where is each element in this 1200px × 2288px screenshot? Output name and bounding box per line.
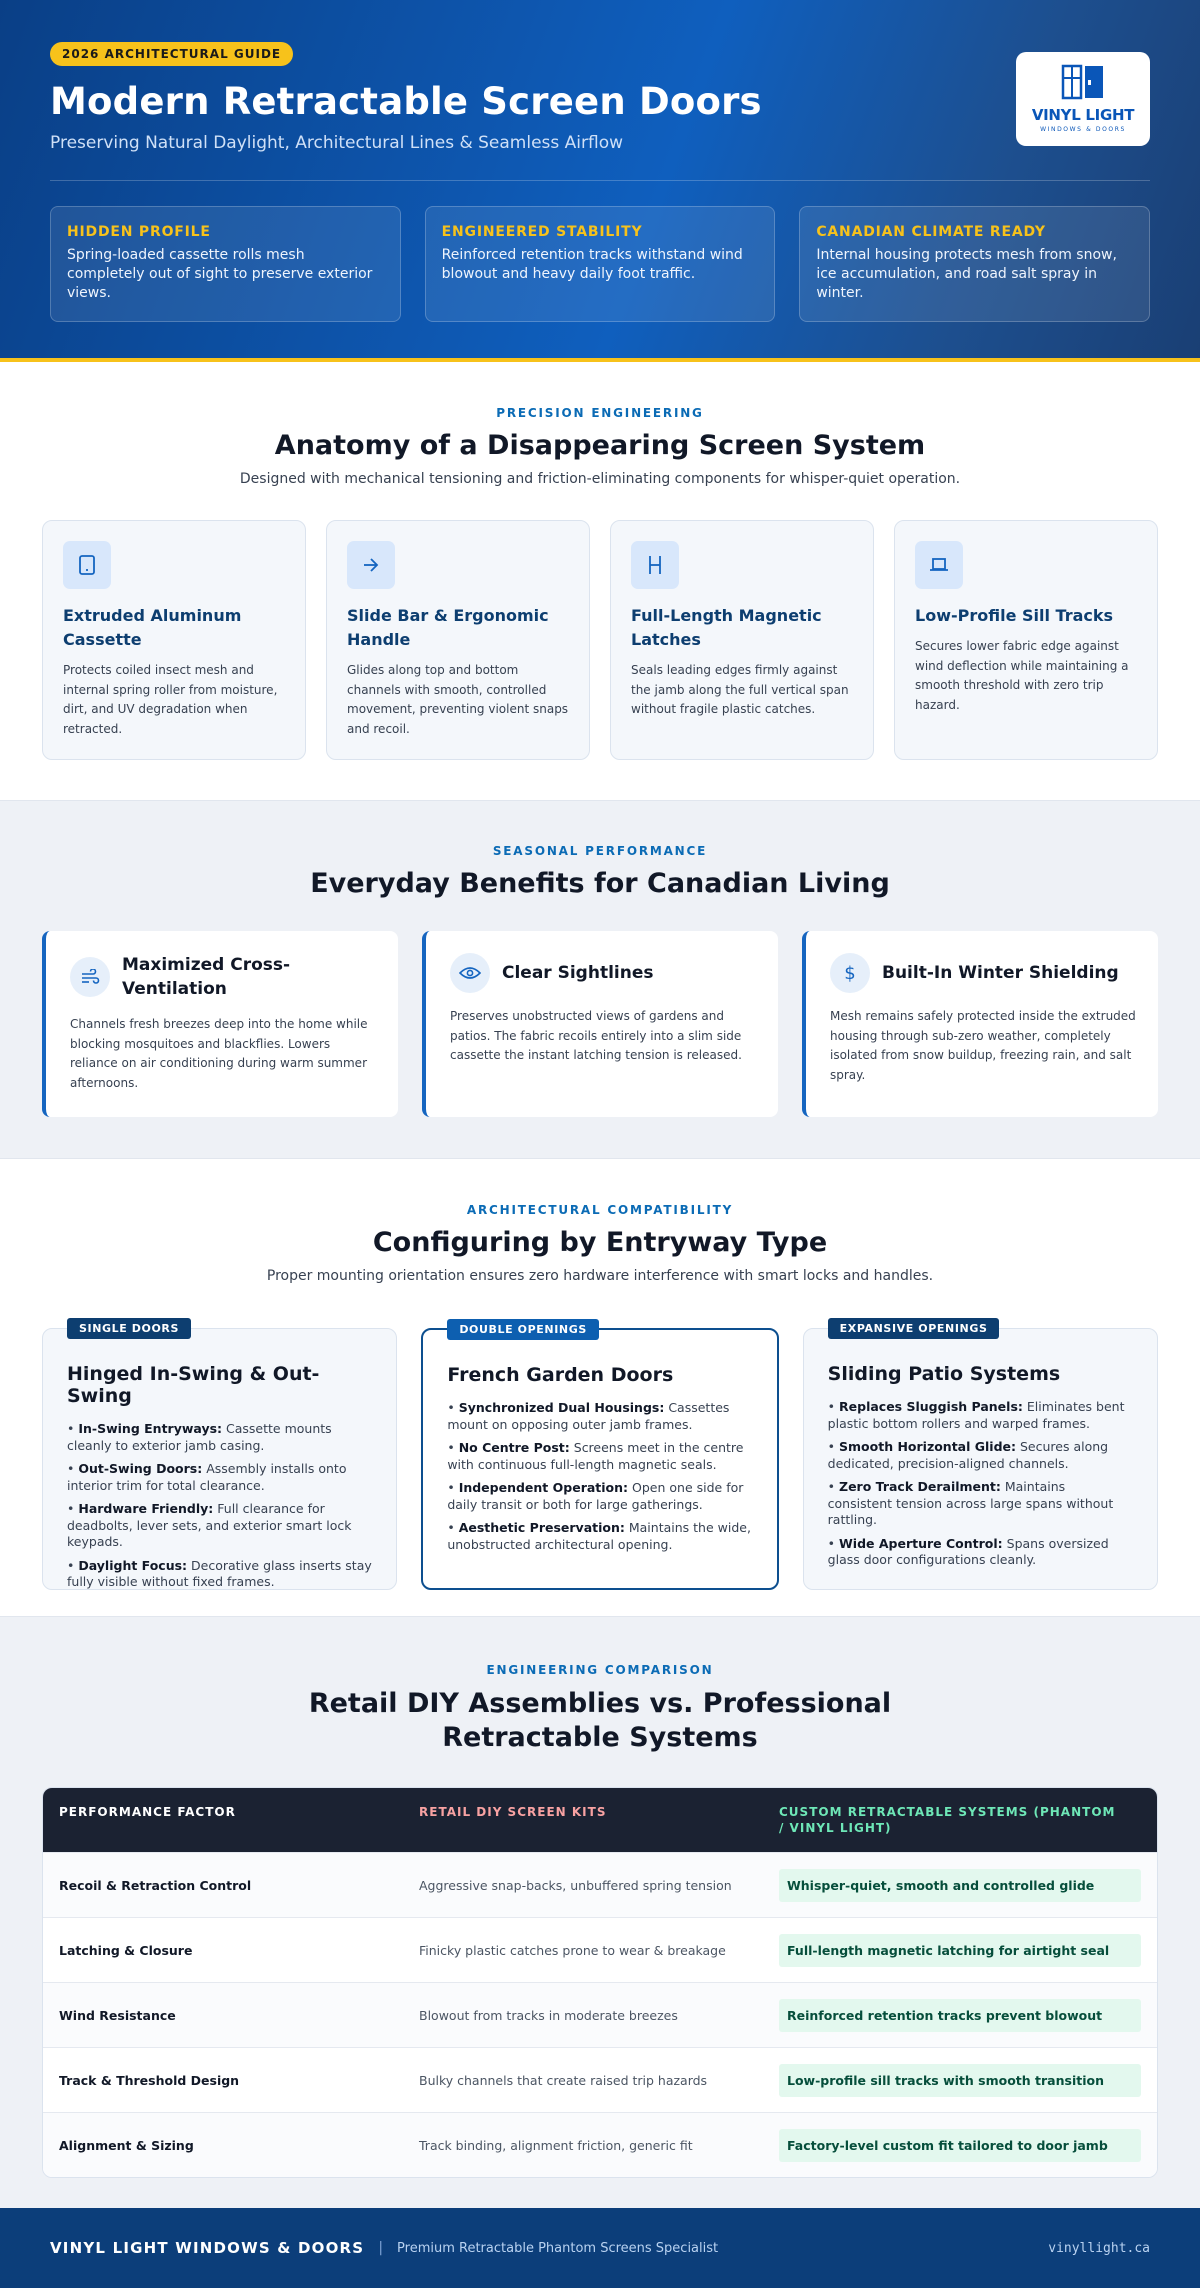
benefit-card-sightlines	[422, 931, 778, 1117]
table-row	[43, 2112, 1157, 2177]
entryway-title: Hinged In-Swing & Out-Swing	[67, 1363, 320, 1407]
factor-cell: Alignment & Sizing	[59, 2137, 194, 2153]
table-row	[43, 1852, 1157, 1917]
arrow-right-icon	[347, 541, 395, 589]
component-cards	[42, 520, 1158, 760]
logo-subline: WINDOWS & DOORS	[1040, 126, 1126, 133]
hero-card-text: Internal housing protects mesh from snow, ice accumulation, and road salt spray in winter.	[816, 247, 1117, 301]
component-text: Glides along top and bottom channels with smooth, controlled movement, preventing violent snaps and recoil.	[347, 663, 569, 736]
anatomy-section	[0, 362, 1200, 800]
section-title: Everyday Benefits for Canadian Living	[310, 868, 890, 899]
pro-cell: Whisper-quiet, smooth and controlled glide	[779, 1869, 1141, 1902]
comparison-section	[0, 1616, 1200, 2208]
brand-logo	[1016, 52, 1150, 146]
diy-cell: Aggressive snap-backs, unbuffered spring tension	[419, 1877, 732, 1893]
sill-track-icon	[915, 541, 963, 589]
benefit-title: Maximized Cross-Ventilation	[122, 955, 291, 999]
hero-card-text: Reinforced retention tracks withstand wind blowout and heavy daily foot traffic.	[441, 247, 743, 282]
hero-card-title: ENGINEERED STABILITY	[441, 224, 643, 240]
hero-title: Modern Retractable Screen Doors	[50, 80, 762, 123]
hero-card-climate-ready	[799, 206, 1150, 322]
entryway-feature-list	[828, 1399, 1133, 1569]
list-item: • No Centre Post: Screens meet in the centre with continuous full-length magnetic seals.	[447, 1440, 744, 1472]
entryway-title: Sliding Patio Systems	[827, 1363, 1061, 1385]
benefits-section	[0, 800, 1200, 1158]
hero-card-title: HIDDEN PROFILE	[67, 224, 211, 240]
benefit-title: Built-In Winter Shielding	[882, 963, 1119, 983]
page-footer	[0, 2208, 1200, 2288]
column-header-diy: RETAIL DIY SCREEN KITS	[419, 1805, 607, 1819]
configuration-section	[0, 1158, 1200, 1616]
entryway-tag: EXPANSIVE OPENINGS	[828, 1318, 1000, 1339]
table-row	[43, 1982, 1157, 2047]
entryway-card-sliding	[803, 1322, 1158, 1590]
component-title: Slide Bar & Ergonomic Handle	[347, 606, 549, 649]
section-title: Configuring by Entryway Type	[372, 1227, 828, 1258]
component-text: Seals leading edges firmly against the jamb along the full vertical span without fragile plastic catches.	[631, 663, 849, 716]
component-card-cassette	[42, 520, 306, 760]
entryway-card-hinged	[42, 1322, 397, 1590]
footer-website-link[interactable]: vinyllight.ca	[1048, 2240, 1150, 2256]
pro-cell: Factory-level custom fit tailored to door jamb	[779, 2129, 1141, 2162]
component-card-sill-tracks	[894, 520, 1158, 760]
entryway-feature-list	[447, 1400, 752, 1553]
benefit-text: Preserves unobstructed views of gardens and patios. The fabric recoils entirely into a slim side cassette the instant latching tension is released.	[450, 1009, 742, 1062]
diy-cell: Track binding, alignment friction, generic fit	[419, 2137, 693, 2153]
entryway-tag: DOUBLE OPENINGS	[447, 1319, 599, 1340]
component-title: Full-Length Magnetic Latches	[631, 606, 822, 649]
entryway-cards	[42, 1322, 1158, 1590]
entryway-title: French Garden Doors	[447, 1364, 674, 1386]
section-eyebrow: ENGINEERING COMPARISON	[486, 1663, 714, 1677]
benefit-text: Mesh remains safely protected inside the extruded housing through sub-zero weather, completely isolated from snow buildup, freezing rain, and salt spray.	[830, 1009, 1136, 1082]
benefit-card-winter-shielding	[802, 931, 1158, 1117]
entryway-card-french	[421, 1323, 778, 1590]
factor-cell: Track & Threshold Design	[59, 2072, 240, 2088]
hero-card-engineered-stability	[425, 206, 776, 322]
hero-card-hidden-profile	[50, 206, 401, 322]
benefit-cards	[42, 931, 1158, 1117]
list-item: • Hardware Friendly: Full clearance for deadbolts, lever sets, and exterior smart lock keypads.	[67, 1501, 352, 1549]
entryway-tag: SINGLE DOORS	[67, 1318, 191, 1339]
list-item: • Smooth Horizontal Glide: Secures along dedicated, precision-aligned channels.	[827, 1439, 1109, 1471]
pro-cell: Full-length magnetic latching for airtight seal	[779, 1934, 1141, 1967]
section-eyebrow: ARCHITECTURAL COMPATIBILITY	[466, 1203, 734, 1217]
guide-badge: 2026 ARCHITECTURAL GUIDE	[50, 42, 293, 66]
section-subtitle: Proper mounting orientation ensures zero hardware interference with smart locks and handles.	[266, 1268, 934, 1284]
section-title: Anatomy of a Disappearing Screen System	[274, 430, 926, 461]
pro-cell: Low-profile sill tracks with smooth transition	[779, 2064, 1141, 2097]
cassette-icon	[63, 541, 111, 589]
hero-card-text: Spring-loaded cassette rolls mesh completely out of sight to preserve exterior views.	[67, 247, 373, 301]
comparison-table	[42, 1787, 1158, 2178]
list-item: • Synchronized Dual Housings: Cassettes mount on opposing outer jamb frames.	[447, 1400, 730, 1432]
diy-cell: Blowout from tracks in moderate breezes	[419, 2007, 678, 2023]
eye-icon	[450, 953, 490, 993]
pro-cell: Reinforced retention tracks prevent blowout	[779, 1999, 1141, 2032]
benefit-title: Clear Sightlines	[502, 963, 654, 983]
diy-cell: Finicky plastic catches prone to wear & breakage	[419, 1942, 726, 1958]
component-card-magnetic-latches	[610, 520, 874, 760]
footer-brand: VINYL LIGHT WINDOWS & DOORS	[50, 2239, 365, 2257]
component-text: Protects coiled insect mesh and internal spring roller from moisture, dirt, and UV degradation when retracted.	[63, 663, 278, 736]
list-item: • Aesthetic Preservation: Maintains the wide, unobstructed architectural opening.	[447, 1520, 751, 1552]
factor-cell: Latching & Closure	[59, 1942, 193, 1958]
door-logo-icon	[1061, 64, 1105, 100]
column-header-factor: PERFORMANCE FACTOR	[59, 1805, 236, 1819]
hero-subtitle: Preserving Natural Daylight, Architectural Lines & Seamless Airflow	[50, 133, 624, 153]
wind-icon	[70, 957, 110, 997]
footer-tagline: Premium Retractable Phantom Screens Specialist	[397, 2240, 719, 2256]
list-item: • Zero Track Derailment: Maintains consistent tension across large spans without rattling.	[827, 1479, 1114, 1527]
component-title: Low-Profile Sill Tracks	[915, 606, 1114, 625]
list-item: • In-Swing Entryways: Cassette mounts cleanly to exterior jamb casing.	[67, 1421, 332, 1453]
dollar-icon: $	[830, 953, 870, 993]
component-card-slide-bar	[326, 520, 590, 760]
list-item: • Wide Aperture Control: Spans oversized glass door configurations cleanly.	[827, 1535, 1109, 1567]
hero-feature-cards	[50, 206, 1150, 322]
hero-card-title: CANADIAN CLIMATE READY	[816, 224, 1046, 240]
section-eyebrow: SEASONAL PERFORMANCE	[492, 844, 708, 858]
table-body	[43, 1852, 1157, 2177]
hero-banner	[0, 0, 1200, 362]
factor-cell: Recoil & Retraction Control	[59, 1877, 252, 1893]
list-item: • Daylight Focus: Decorative glass inserts stay fully visible without fixed frames.	[67, 1557, 372, 1589]
diy-cell: Bulky channels that create raised trip hazards	[419, 2072, 708, 2088]
hero-divider	[50, 180, 1150, 181]
table-row	[43, 2047, 1157, 2112]
magnet-latch-icon	[631, 541, 679, 589]
benefit-text: Channels fresh breezes deep into the home while blocking mosquitoes and blackflies. Lowers reliance on air conditioning during warm summer afternoons.	[70, 1017, 368, 1090]
list-item: • Replaces Sluggish Panels: Eliminates bent plastic bottom rollers and warped frames.	[827, 1399, 1125, 1431]
logo-wordmark: VINYL LIGHT	[1031, 106, 1135, 124]
table-header	[43, 1788, 1157, 1852]
entryway-feature-list	[67, 1421, 372, 1591]
footer-separator: |	[378, 2240, 384, 2256]
section-eyebrow: PRECISION ENGINEERING	[496, 406, 704, 420]
section-subtitle: Designed with mechanical tensioning and friction-eliminating components for whisper-quiet operation.	[239, 471, 961, 487]
component-title: Extruded Aluminum Cassette	[63, 606, 242, 649]
list-item: • Out-Swing Doors: Assembly installs onto interior trim for total clearance.	[67, 1461, 347, 1493]
benefit-card-ventilation	[42, 931, 398, 1117]
list-item: • Independent Operation: Open one side for daily transit or both for large gatherings.	[447, 1480, 744, 1512]
table-row	[43, 1917, 1157, 1982]
factor-cell: Wind Resistance	[59, 2007, 176, 2023]
column-header-pro: CUSTOM RETRACTABLE SYSTEMS (PHANTOM / VINYL LIGHT)	[779, 1805, 1116, 1835]
component-text: Secures lower fabric edge against wind deflection while maintaining a smooth threshold with zero trip hazard.	[915, 639, 1129, 712]
section-title: Retail DIY Assemblies vs. Professional Retractable Systems	[308, 1688, 892, 1753]
